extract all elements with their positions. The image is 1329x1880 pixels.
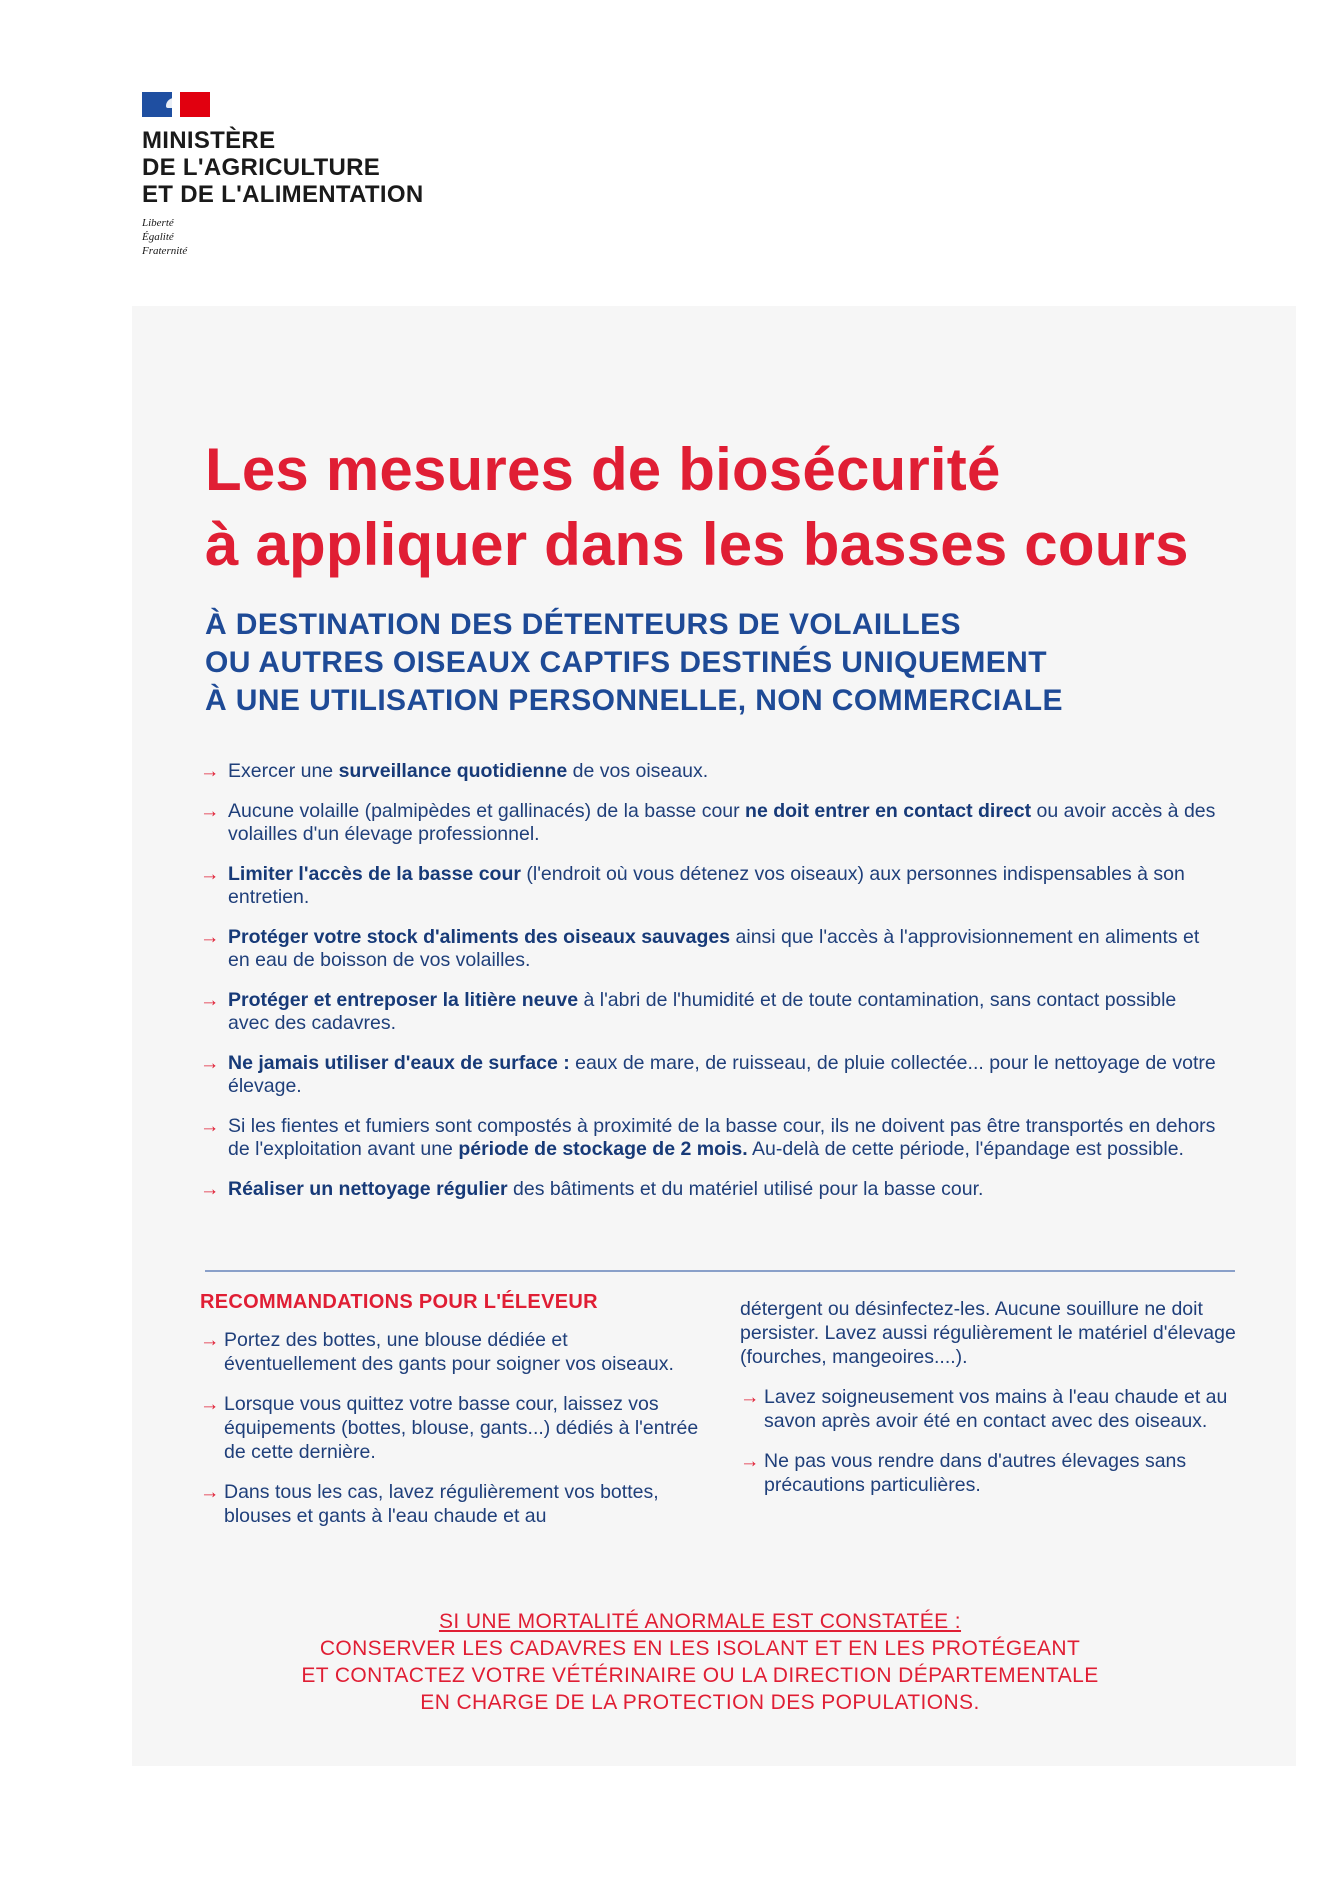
measure-bold-text: période de stockage de 2 mois.	[458, 1138, 748, 1160]
recommendation-text: Lavez soigneusement vos mains à l'eau chaude et au savon après avoir été en contact avec des oiseaux.	[764, 1386, 1228, 1432]
measure-bold-text: Réaliser un nettoyage régulier	[228, 1178, 508, 1200]
measure-text: Si les fientes et fumiers sont compostés à proximité de la basse cour, ils ne doivent pas être transportés en dehors de l'exploitation avant une	[228, 1115, 1216, 1160]
motto-line: Fraternité	[142, 245, 188, 257]
recommendation-item	[200, 1392, 700, 1464]
subtitle-line: À UNE UTILISATION PERSONNELLE, NON COMMERCIALE	[205, 684, 1063, 717]
measure-item	[200, 989, 1220, 1035]
arrow-icon: →	[740, 1386, 760, 1408]
alert-line: EN CHARGE DE LA PROTECTION DES POPULATIONS.	[420, 1691, 980, 1714]
ministry-line: DE L'AGRICULTURE	[142, 154, 381, 181]
arrow-icon: →	[200, 760, 220, 782]
measure-bold-text: Protéger et entreposer la litière neuve	[228, 989, 579, 1011]
recommendation-text: Lorsque vous quittez votre basse cour, laissez vos équipements (bottes, blouse, gants...) dédiés à l'entrée de cette dernière.	[224, 1393, 699, 1463]
measure-item	[200, 926, 1220, 972]
measure-text: ou avoir accès à des volailles d'un élevage professionnel.	[228, 800, 1216, 845]
alert-line: ET CONTACTEZ VOTRE VÉTÉRINAIRE OU LA DIRECTION DÉPARTEMENTALE	[301, 1664, 1099, 1687]
ministry-header	[142, 92, 423, 258]
measure-text: à l'abri de l'humidité et de toute contamination, sans contact possible avec des cadavres.	[228, 989, 1177, 1034]
recommendations-column-right	[740, 1297, 1240, 1513]
section-divider	[205, 1270, 1235, 1272]
measure-bold-text: surveillance quotidienne	[338, 760, 568, 782]
biosecurity-measures-list	[200, 760, 1220, 1218]
measure-text: eaux de mare, de ruisseau, de pluie collectée... pour le nettoyage de votre élevage.	[228, 1052, 1216, 1097]
recommendation-item	[200, 1480, 700, 1528]
measure-item	[200, 1052, 1220, 1098]
arrow-icon: →	[740, 1450, 760, 1472]
measure-bold-text: Ne jamais utiliser d'eaux de surface :	[228, 1052, 570, 1074]
recommendation-text: Portez des bottes, une blouse dédiée et éventuellement des gants pour soigner vos oiseaux.	[224, 1329, 674, 1375]
arrow-icon: →	[200, 1329, 220, 1351]
arrow-icon: →	[200, 1393, 220, 1415]
title-line: à appliquer dans les basses cours	[205, 511, 1189, 578]
recommendation-text: Ne pas vous rendre dans d'autres élevages sans précautions particulières.	[764, 1450, 1187, 1496]
arrow-icon: →	[200, 989, 220, 1011]
measure-item	[200, 1178, 1220, 1201]
poster-subtitle	[205, 606, 1205, 720]
subtitle-line: OU AUTRES OISEAUX CAPTIFS DESTINÉS UNIQUEMENT	[205, 646, 1047, 679]
measure-text: Exercer une	[228, 760, 339, 782]
arrow-icon: →	[200, 800, 220, 822]
measure-text: Au-delà de cette période, l'épandage est possible.	[747, 1138, 1184, 1160]
ministry-line: ET DE L'ALIMENTATION	[142, 181, 424, 208]
measure-text: des bâtiments et du matériel utilisé pour la basse cour.	[507, 1178, 984, 1200]
recommendations-column-left	[200, 1328, 700, 1544]
arrow-icon: →	[200, 1481, 220, 1503]
alert-line: CONSERVER LES CADAVRES EN LES ISOLANT ET EN LES PROTÉGEANT	[319, 1637, 1081, 1660]
marianne-logo	[142, 92, 210, 117]
measure-item	[200, 1115, 1220, 1161]
recommendation-item	[740, 1385, 1240, 1433]
recommendations-title: RECOMMANDATIONS POUR L'ÉLEVEUR	[200, 1291, 598, 1313]
logo-red-block	[180, 92, 210, 117]
measure-item	[200, 760, 1220, 783]
measure-item	[200, 800, 1220, 846]
measure-bold-text: ne doit entrer en contact direct	[745, 800, 1032, 822]
ministry-name	[142, 127, 423, 208]
recommendation-text: Dans tous les cas, lavez régulièrement vos bottes, blouses et gants à l'eau chaude et au	[224, 1481, 659, 1527]
mortality-alert	[160, 1608, 1240, 1716]
measure-text: de vos oiseaux.	[567, 760, 709, 782]
arrow-icon: →	[200, 1115, 220, 1137]
recommendation-text: détergent ou désinfectez-les. Aucune souillure ne doit persister. Lavez aussi régulièrement le matériel d'élevage (fourches, mangeoires....).	[740, 1298, 1236, 1368]
arrow-icon: →	[200, 926, 220, 948]
title-line: Les mesures de biosécurité	[205, 436, 1001, 503]
motto-line: Liberté	[142, 217, 174, 229]
measure-item	[200, 863, 1220, 909]
subtitle-line: À DESTINATION DES DÉTENTEURS DE VOLAILLES	[205, 608, 961, 641]
alert-heading: SI UNE MORTALITÉ ANORMALE EST CONSTATÉE :	[438, 1610, 962, 1633]
ministry-line: MINISTÈRE	[142, 127, 276, 154]
measure-bold-text: Limiter l'accès de la basse cour	[228, 863, 521, 885]
measure-bold-text: Protéger votre stock d'aliments des oiseaux sauvages	[228, 926, 731, 948]
measure-text: ainsi que l'accès à l'approvisionnement en aliments et en eau de boisson de vos volailles.	[228, 926, 1200, 971]
recommendation-continuation	[740, 1297, 1240, 1369]
measure-text: Aucune volaille (palmipèdes et gallinacés) de la basse cour	[228, 800, 746, 822]
recommendation-item	[200, 1328, 700, 1376]
measure-text: (l'endroit où vous détenez vos oiseaux) aux personnes indispensables à son entretien.	[228, 863, 1185, 908]
arrow-icon: →	[200, 863, 220, 885]
arrow-icon: →	[200, 1052, 220, 1074]
republic-motto	[142, 216, 423, 258]
arrow-icon: →	[200, 1178, 220, 1200]
motto-line: Égalité	[142, 231, 174, 243]
recommendation-item	[740, 1449, 1240, 1497]
poster-title	[205, 432, 1265, 582]
